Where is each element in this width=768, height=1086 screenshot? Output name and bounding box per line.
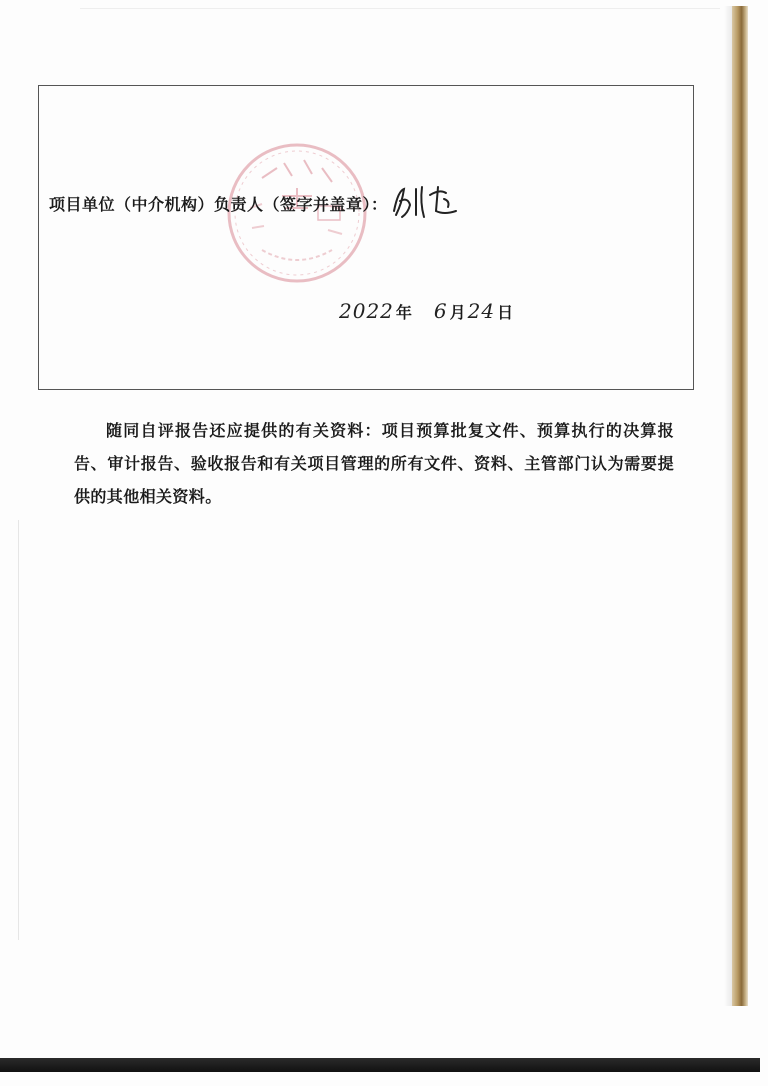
scan-artifact-line (18, 520, 19, 940)
signature-box (38, 85, 694, 390)
scan-bottom-edge (0, 1058, 760, 1072)
supporting-materials-paragraph: 随同自评报告还应提供的有关资料：项目预算批复文件、预算执行的决算报告、审计报告、验收报告和有关项目管理的所有文件、资料、主管部门认为需要提供的其他相关资料。 (74, 421, 674, 506)
binder-edge (732, 6, 748, 1006)
scan-artifact-line (80, 8, 720, 9)
date-month-unit: 月 (449, 302, 466, 322)
date-year-unit: 年 (395, 302, 412, 322)
date-line (339, 296, 513, 326)
binder-shadow (724, 6, 732, 1006)
date-day-handwritten: 24 (467, 299, 496, 323)
date-month-handwritten: 6 (433, 299, 448, 323)
responsible-label: 项目单位（中介机构）负责人（签字并盖章）： (49, 194, 388, 214)
date-day-unit: 日 (497, 302, 514, 322)
responsible-person-line (49, 181, 462, 225)
handwritten-signature (390, 181, 462, 225)
date-year-handwritten: 2022 (339, 299, 394, 323)
